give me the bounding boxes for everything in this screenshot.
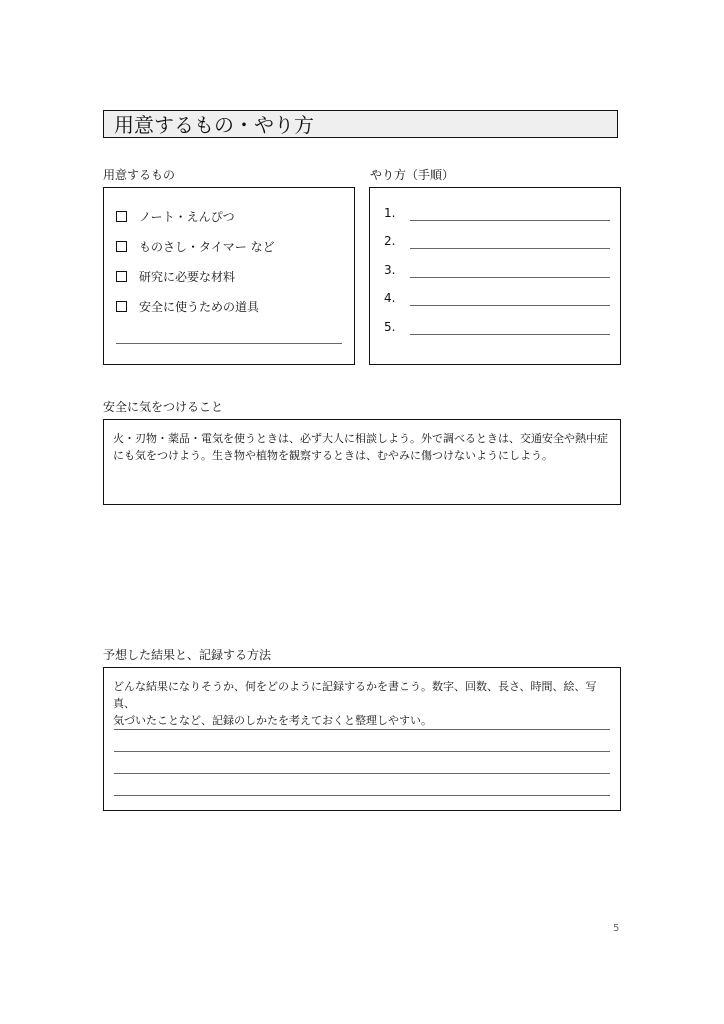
results-blank-line[interactable] [114, 751, 610, 752]
results-blank-line[interactable] [114, 729, 610, 730]
step-number: 1. [384, 206, 396, 220]
step-number: 4. [384, 291, 396, 305]
step-blank-line[interactable] [410, 277, 610, 278]
materials-item-label: ノート・えんぴつ [139, 209, 235, 224]
step-number: 5. [384, 320, 396, 334]
safety-box [103, 419, 621, 505]
step-row [384, 206, 610, 222]
steps-label: やり方（手順） [370, 168, 455, 182]
results-line: 気づいたことなど、記録のしかたを考えておくと整理しやすい。 [113, 714, 432, 727]
results-blank-line[interactable] [114, 795, 610, 796]
step-number: 3. [384, 263, 396, 277]
step-row [384, 291, 610, 307]
materials-box [103, 187, 355, 365]
materials-item-label: ものさし・タイマー など [139, 239, 275, 254]
steps-box [369, 187, 621, 365]
checkbox[interactable] [116, 241, 127, 252]
results-text [113, 678, 611, 729]
materials-label: 用意するもの [103, 168, 176, 182]
safety-label: 安全に気をつけること [103, 400, 224, 414]
materials-blank-line[interactable] [116, 343, 342, 344]
step-number: 2. [384, 234, 396, 248]
materials-item [116, 268, 235, 284]
safety-line: にも気をつけよう。生き物や植物を観察するときは、むやみに傷つけないようにしよう。 [113, 449, 553, 462]
step-row [384, 263, 610, 279]
safety-line: 火・刃物・薬品・電気を使うときは、必ず大人に相談しよう。外で調べるときは、交通安全や熱中症 [113, 432, 608, 445]
step-blank-line[interactable] [410, 334, 610, 335]
checkbox[interactable] [116, 301, 127, 312]
step-blank-line[interactable] [410, 248, 610, 249]
materials-item [116, 208, 235, 224]
page-title: 用意するもの・やり方 [103, 110, 618, 138]
materials-item [116, 238, 275, 254]
materials-item [116, 298, 259, 314]
step-blank-line[interactable] [410, 305, 610, 306]
checkbox[interactable] [116, 211, 127, 222]
checkbox[interactable] [116, 271, 127, 282]
step-blank-line[interactable] [410, 220, 610, 221]
page-number: 5 [613, 923, 620, 934]
results-label: 予想した結果と、記録する方法 [103, 648, 272, 662]
step-row [384, 320, 610, 336]
results-blank-line[interactable] [114, 773, 610, 774]
step-row [384, 234, 610, 250]
materials-item-label: 研究に必要な材料 [139, 269, 236, 284]
results-box [103, 667, 621, 811]
results-line: どんな結果になりそうか、何をどのように記録するかを書こう。数字、回数、長さ、時間、絵、写真、 [113, 680, 597, 710]
materials-item-label: 安全に使うための道具 [139, 299, 260, 314]
safety-text [113, 430, 611, 464]
